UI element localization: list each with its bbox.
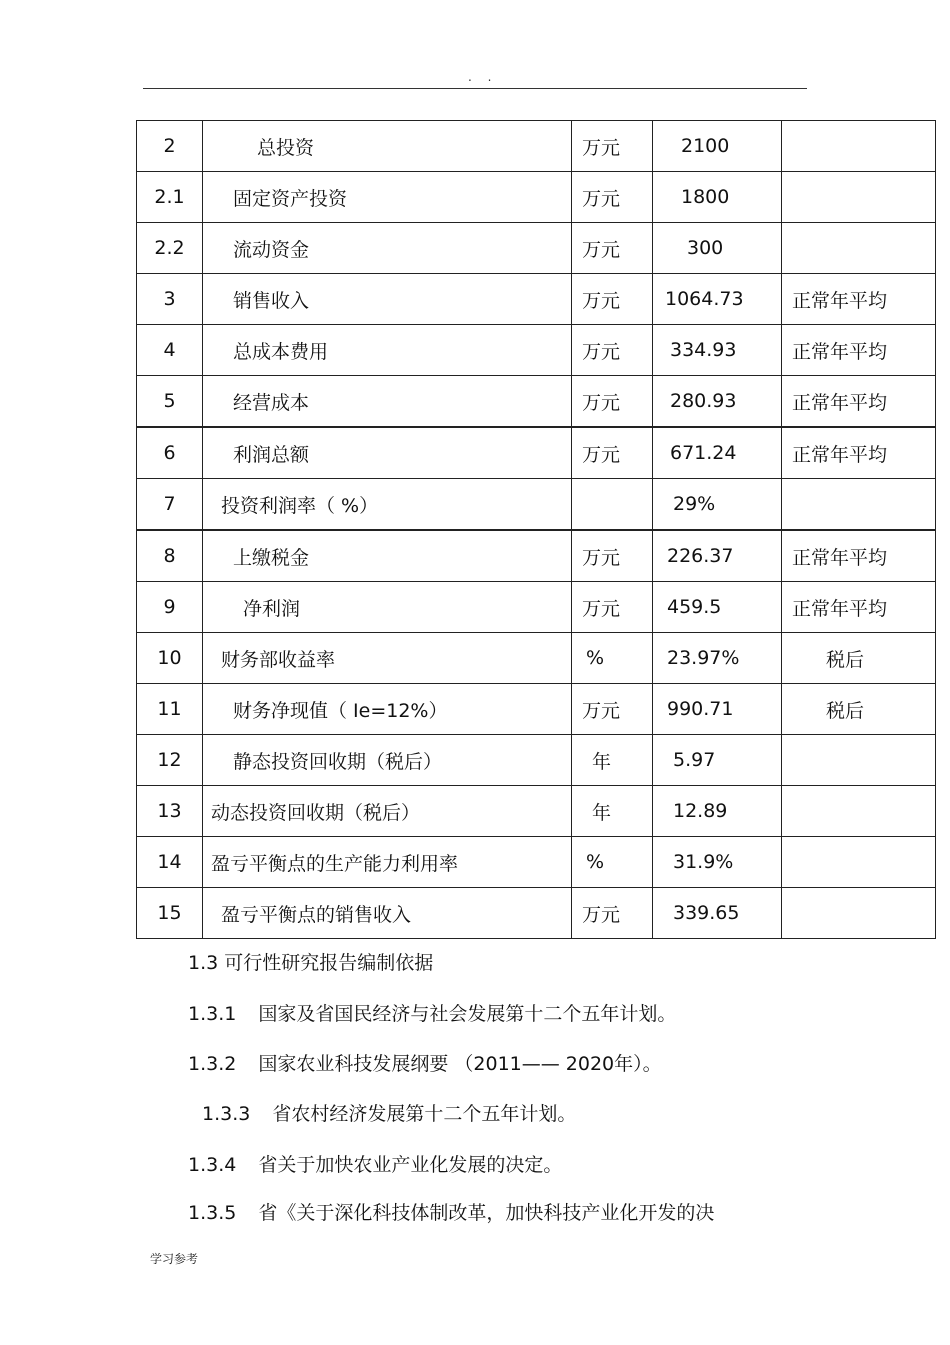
note-cell xyxy=(782,888,936,939)
table-row xyxy=(137,121,936,172)
indicator-name-cell: 固定资产投资 xyxy=(203,172,572,223)
value-cell: 23.97% xyxy=(653,633,782,684)
note-cell: 正常年平均 xyxy=(782,376,936,428)
row-number-cell: 13 xyxy=(137,786,203,837)
note-cell: 正常年平均 xyxy=(782,427,936,479)
indicator-name-cell: 动态投资回收期（税后） xyxy=(203,786,572,837)
value-cell: 990.71 xyxy=(653,684,782,735)
row-number-cell: 2.1 xyxy=(137,172,203,223)
value-cell: 2100 xyxy=(653,121,782,172)
value-cell: 1800 xyxy=(653,172,782,223)
note-cell: 正常年平均 xyxy=(782,274,936,325)
basis-item-number: 1.3.2 xyxy=(188,1053,237,1075)
value-cell: 29% xyxy=(653,479,782,531)
table-row xyxy=(137,582,936,633)
note-cell xyxy=(782,172,936,223)
value-cell: 459.5 xyxy=(653,582,782,633)
basis-item-text: 省农村经济发展第十二个五年计划。 xyxy=(272,1103,577,1125)
row-number-cell: 9 xyxy=(137,582,203,633)
page-footer: 学习参考 xyxy=(150,1252,199,1266)
row-number-cell: 2 xyxy=(137,121,203,172)
table-row xyxy=(137,223,936,274)
unit-cell: 万元 xyxy=(572,530,653,582)
table-row xyxy=(137,735,936,786)
value-cell: 671.24 xyxy=(653,427,782,479)
table-row xyxy=(137,325,936,376)
row-number-cell: 2.2 xyxy=(137,223,203,274)
basis-item-number: 1.3.4 xyxy=(188,1154,237,1176)
note-cell xyxy=(782,479,936,531)
basis-item-text: 国家农业科技发展纲要 （2011—— 2020年）。 xyxy=(258,1053,662,1075)
note-cell: 正常年平均 xyxy=(782,325,936,376)
indicator-name-cell: 财务部收益率 xyxy=(203,633,572,684)
basis-item-text: 省关于加快农业产业化发展的决定。 xyxy=(258,1154,563,1176)
value-cell: 334.93 xyxy=(653,325,782,376)
row-number-cell: 8 xyxy=(137,530,203,582)
indicator-name-cell: 投资利润率（ %） xyxy=(203,479,572,531)
value-cell: 226.37 xyxy=(653,530,782,582)
indicator-name-cell: 利润总额 xyxy=(203,427,572,479)
table-row xyxy=(137,633,936,684)
table-row xyxy=(137,888,936,939)
row-number-cell: 3 xyxy=(137,274,203,325)
indicator-name-cell: 总成本费用 xyxy=(203,325,572,376)
unit-cell: % xyxy=(572,633,653,684)
table-row xyxy=(137,530,936,582)
value-cell: 1064.73 xyxy=(653,274,782,325)
page-header-mark: . . xyxy=(468,70,498,84)
basis-item-number: 1.3.3 xyxy=(202,1103,251,1125)
unit-cell xyxy=(572,479,653,531)
value-cell: 280.93 xyxy=(653,376,782,428)
indicator-name-cell: 销售收入 xyxy=(203,274,572,325)
basis-item xyxy=(202,1099,576,1126)
unit-cell: 年 xyxy=(572,735,653,786)
unit-cell: 万元 xyxy=(572,376,653,428)
table-row xyxy=(137,376,936,428)
unit-cell: 万元 xyxy=(572,121,653,172)
indicator-name-cell: 净利润 xyxy=(203,582,572,633)
indicator-name-cell: 盈亏平衡点的生产能力利用率 xyxy=(203,837,572,888)
note-cell: 税后 xyxy=(782,633,936,684)
basis-item xyxy=(188,1198,714,1225)
table-row xyxy=(137,786,936,837)
row-number-cell: 12 xyxy=(137,735,203,786)
row-number-cell: 15 xyxy=(137,888,203,939)
row-number-cell: 7 xyxy=(137,479,203,531)
indicator-name-cell: 经营成本 xyxy=(203,376,572,428)
basis-item xyxy=(188,1049,662,1076)
basis-item xyxy=(188,999,676,1026)
value-cell: 300 xyxy=(653,223,782,274)
unit-cell: % xyxy=(572,837,653,888)
unit-cell: 万元 xyxy=(572,684,653,735)
value-cell: 5.97 xyxy=(653,735,782,786)
unit-cell: 万元 xyxy=(572,888,653,939)
note-cell xyxy=(782,121,936,172)
indicator-name-cell: 上缴税金 xyxy=(203,530,572,582)
indicator-table xyxy=(136,120,936,939)
table-row xyxy=(137,479,936,531)
row-number-cell: 10 xyxy=(137,633,203,684)
row-number-cell: 5 xyxy=(137,376,203,428)
basis-item xyxy=(188,1150,562,1177)
note-cell xyxy=(782,837,936,888)
value-cell: 339.65 xyxy=(653,888,782,939)
unit-cell: 万元 xyxy=(572,274,653,325)
table-row xyxy=(137,427,936,479)
unit-cell: 万元 xyxy=(572,325,653,376)
header-rule xyxy=(143,88,807,89)
row-number-cell: 4 xyxy=(137,325,203,376)
note-cell: 税后 xyxy=(782,684,936,735)
unit-cell: 万元 xyxy=(572,223,653,274)
basis-item-text: 省《关于深化科技体制改革，加快科技产业化开发的决 xyxy=(258,1202,715,1224)
table-row xyxy=(137,274,936,325)
basis-item-number: 1.3.5 xyxy=(188,1202,237,1224)
unit-cell: 万元 xyxy=(572,427,653,479)
note-cell xyxy=(782,786,936,837)
basis-item-number: 1.3.1 xyxy=(188,1003,237,1025)
unit-cell: 万元 xyxy=(572,582,653,633)
unit-cell: 万元 xyxy=(572,172,653,223)
indicator-name-cell: 盈亏平衡点的销售收入 xyxy=(203,888,572,939)
row-number-cell: 11 xyxy=(137,684,203,735)
note-cell xyxy=(782,735,936,786)
note-cell: 正常年平均 xyxy=(782,530,936,582)
basis-item-text: 国家及省国民经济与社会发展第十二个五年计划。 xyxy=(258,1003,677,1025)
note-cell xyxy=(782,223,936,274)
section-heading: 1.3 可行性研究报告编制依据 xyxy=(188,952,434,974)
indicator-name-cell: 流动资金 xyxy=(203,223,572,274)
table-row xyxy=(137,837,936,888)
unit-cell: 年 xyxy=(572,786,653,837)
value-cell: 12.89 xyxy=(653,786,782,837)
indicator-name-cell: 财务净现值（ Ie=12%） xyxy=(203,684,572,735)
row-number-cell: 6 xyxy=(137,427,203,479)
row-number-cell: 14 xyxy=(137,837,203,888)
note-cell: 正常年平均 xyxy=(782,582,936,633)
indicator-name-cell: 总投资 xyxy=(203,121,572,172)
indicator-name-cell: 静态投资回收期（税后） xyxy=(203,735,572,786)
table-row xyxy=(137,684,936,735)
value-cell: 31.9% xyxy=(653,837,782,888)
table-row xyxy=(137,172,936,223)
